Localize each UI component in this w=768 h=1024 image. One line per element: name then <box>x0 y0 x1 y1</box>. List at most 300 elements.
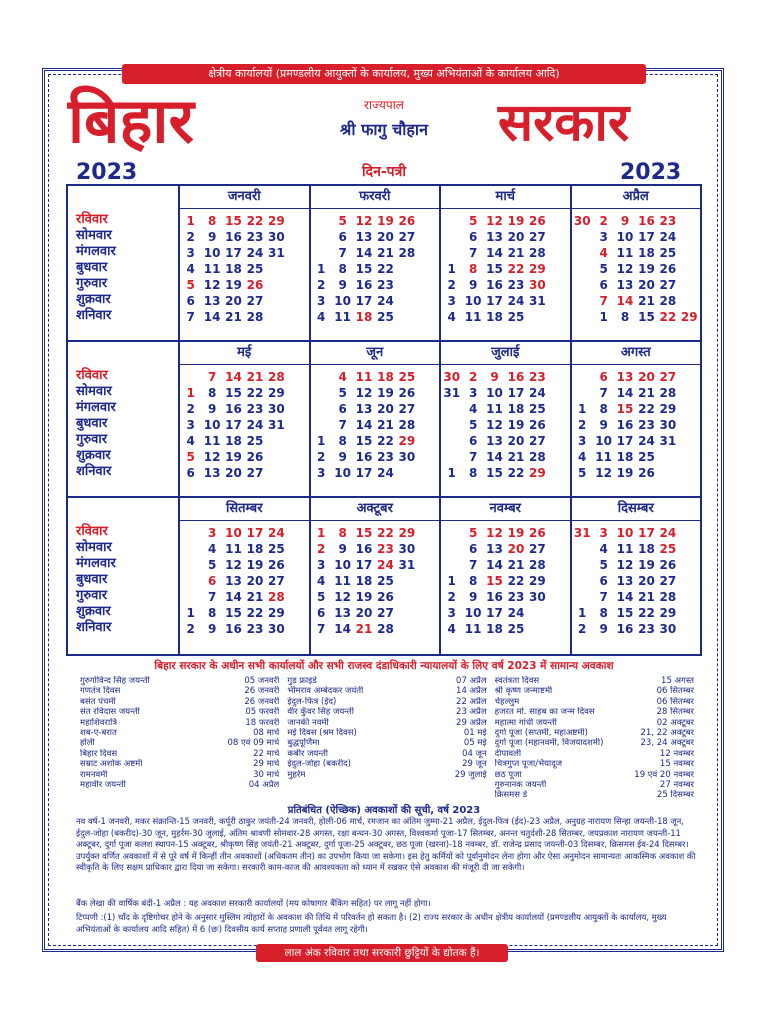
holiday-row <box>495 780 694 790</box>
date-cell <box>266 433 287 449</box>
holiday-date: 22 अप्रैल <box>456 696 487 707</box>
date-cell: 12 <box>486 418 503 432</box>
date-cell: 10 <box>464 606 482 620</box>
date-cell: 16 <box>486 278 503 292</box>
date-cell <box>396 589 417 605</box>
date-cell: 22 <box>246 214 264 228</box>
holiday-row <box>287 770 486 780</box>
date-cell <box>311 417 332 433</box>
date-cell: 14 <box>616 590 634 604</box>
date-cell: 15 <box>225 606 242 620</box>
date-cell: 18 <box>486 310 503 324</box>
holiday-name: रामनवमी <box>80 769 108 780</box>
date-cell: 4 <box>186 262 195 276</box>
date-cell <box>396 573 417 589</box>
date-cell <box>396 309 417 325</box>
date-cell <box>548 573 569 589</box>
date-cell <box>657 465 678 481</box>
month-name: दिसम्बर <box>572 498 701 521</box>
day-name: सोमवार <box>76 384 112 399</box>
date-cell: 22 <box>377 262 394 276</box>
date-cell: 21 <box>246 590 264 604</box>
date-cell: 6 <box>317 606 326 620</box>
date-cell: 24 <box>659 526 677 540</box>
date-cell: 15 <box>355 526 373 540</box>
date-cell: 7 <box>468 246 478 260</box>
date-cell: 26 <box>529 526 546 540</box>
date-cell <box>527 621 548 637</box>
day-name: बुधवार <box>76 260 108 275</box>
date-cell: 25 <box>377 574 394 588</box>
holiday-date: 29 जुलाई <box>454 769 487 780</box>
date-cell <box>527 605 548 621</box>
date-cell: 29 <box>529 262 546 276</box>
date-cell: 28 <box>659 386 677 400</box>
holiday-column <box>491 676 698 801</box>
date-cell: 26 <box>246 450 264 464</box>
date-cell <box>418 293 439 309</box>
date-cell <box>418 449 439 465</box>
date-cell: 29 <box>659 606 677 620</box>
date-cell <box>266 293 287 309</box>
date-cell: 7 <box>599 590 608 604</box>
date-cell: 27 <box>246 294 264 308</box>
holiday-row <box>287 707 486 717</box>
date-cell: 30 <box>659 418 677 432</box>
date-cell: 30 <box>268 230 285 244</box>
day-name: मंगलवार <box>76 244 116 259</box>
date-cell <box>287 309 308 325</box>
holiday-name: दीपावली <box>494 748 522 759</box>
date-cell: 14 <box>486 450 503 464</box>
date-cell: 28 <box>246 310 264 324</box>
date-cell: 4 <box>338 370 347 384</box>
date-cell <box>441 557 462 573</box>
date-cell: 22 <box>246 606 264 620</box>
date-cell: 25 <box>529 402 546 416</box>
date-cell: 1 <box>186 214 195 228</box>
date-cell: 28 <box>377 622 394 636</box>
date-cell: 21 <box>638 294 655 308</box>
date-cell: 30 <box>529 278 546 292</box>
date-cell <box>441 433 462 449</box>
date-cell: 28 <box>529 558 546 572</box>
date-cell <box>180 541 201 557</box>
date-cell: 3 <box>468 386 478 400</box>
date-cell: 23 <box>377 542 394 556</box>
date-cell <box>180 369 201 385</box>
date-cell: 12 <box>225 558 242 572</box>
holiday-date: 05 फरवरी <box>245 707 280 718</box>
date-cell: 29 <box>268 606 285 620</box>
top-banner: क्षेत्रीय कार्यालयों (प्रमण्डलीय आयुक्तों के कार्यालय, मुख्य अभियंताओं के कार्यालय आदि) <box>122 64 646 84</box>
date-cell: 15 <box>486 466 503 480</box>
date-cell: 4 <box>186 434 195 448</box>
date-cell: 26 <box>529 214 546 228</box>
date-cell <box>287 213 308 229</box>
date-cell <box>266 261 287 277</box>
date-cell: 31 <box>443 386 461 400</box>
holiday-name: ईदुल-जोहा (बकरीद) <box>287 759 351 770</box>
date-cell: 24 <box>638 434 655 448</box>
date-cell: 1 <box>186 606 195 620</box>
holiday-name: दुर्गा पूजा (महानवमी, विजयादशमी) <box>494 738 604 749</box>
date-cell: 5 <box>468 214 478 228</box>
date-cell: 27 <box>659 370 677 384</box>
date-cell: 24 <box>507 606 525 620</box>
holiday-date: 25 दिसम्बर <box>656 790 694 801</box>
holiday-date: 30 मार्च <box>253 769 280 780</box>
date-cell: 9 <box>338 542 347 556</box>
date-cell: 4 <box>447 310 456 324</box>
month-name: फरवरी <box>311 186 440 209</box>
date-cell <box>679 573 700 589</box>
date-cell <box>180 573 201 589</box>
date-cell <box>441 213 462 229</box>
date-cell: 20 <box>638 574 655 588</box>
date-cell: 26 <box>377 590 394 604</box>
date-cell: 20 <box>225 294 242 308</box>
date-cell: 3 <box>207 526 217 540</box>
date-cell: 11 <box>616 542 634 556</box>
day-name: सोमवार <box>76 540 112 555</box>
date-cell: 27 <box>377 606 394 620</box>
date-cell <box>548 293 569 309</box>
holiday-date: 29 अप्रैल <box>456 717 487 728</box>
date-cell <box>311 229 332 245</box>
date-cell: 21 <box>638 590 655 604</box>
date-cell: 10 <box>464 294 482 308</box>
date-cell: 24 <box>507 294 525 308</box>
date-cell: 17 <box>486 294 503 308</box>
date-cell: 3 <box>186 246 195 260</box>
holiday-name: स्वतंत्रता दिवस <box>494 676 540 686</box>
date-cell <box>548 589 569 605</box>
date-cell <box>418 433 439 449</box>
date-cell <box>572 229 593 245</box>
date-cell: 23 <box>246 622 264 636</box>
date-cell <box>266 449 287 465</box>
date-cell: 29 <box>529 574 546 588</box>
date-cell: 21 <box>507 450 525 464</box>
holiday-row <box>495 707 694 717</box>
holiday-row <box>80 759 279 769</box>
date-cell: 25 <box>246 434 264 448</box>
date-cell: 14 <box>616 386 634 400</box>
date-cell: 13 <box>225 574 242 588</box>
date-cell <box>572 309 593 325</box>
date-cell: 27 <box>529 434 546 448</box>
holiday-date: 06 सितम्बर <box>656 686 694 697</box>
date-cell: 13 <box>355 230 373 244</box>
date-cell <box>418 465 439 481</box>
date-cell: 14 <box>486 558 503 572</box>
date-cell <box>679 589 700 605</box>
date-cell <box>311 213 332 229</box>
date-cell: 14 <box>486 246 503 260</box>
date-cell <box>287 245 308 261</box>
date-cell <box>548 261 569 277</box>
date-cell: 13 <box>616 370 634 384</box>
date-cell: 13 <box>486 542 503 556</box>
date-cell: 16 <box>638 214 655 228</box>
day-name: मंगलवार <box>76 400 116 415</box>
date-cell: 24 <box>246 246 264 260</box>
date-cell <box>266 277 287 293</box>
date-cell <box>441 449 462 465</box>
date-cell: 21 <box>355 622 373 636</box>
month-column <box>441 342 572 496</box>
date-cell <box>418 401 439 417</box>
date-cell <box>548 369 569 385</box>
holiday-title: बिहार सरकार के अधीन सभी कार्यालयों और सभी राजस्व दंडाधिकारी न्यायालयों के लिए वर्ष 2023 में सामान्य अवकाश <box>154 660 614 672</box>
holiday-row <box>80 780 279 790</box>
date-cell: 17 <box>616 434 634 448</box>
date-cell: 7 <box>338 246 347 260</box>
date-cell: 24 <box>377 466 394 480</box>
date-cell: 8 <box>207 386 217 400</box>
date-cell: 31 <box>268 246 285 260</box>
date-cell: 31 <box>529 294 546 308</box>
holiday-row <box>80 728 279 738</box>
holiday-list <box>76 676 698 801</box>
date-cell: 29 <box>398 434 416 448</box>
date-cell: 4 <box>447 622 456 636</box>
date-cell: 2 <box>186 230 195 244</box>
date-cell: 19 <box>246 558 264 572</box>
holiday-date: 27 नवम्बर <box>659 780 694 791</box>
month-name: जनवरी <box>180 186 309 209</box>
date-cell <box>441 245 462 261</box>
date-cell: 11 <box>203 434 221 448</box>
date-cell: 23 <box>659 214 677 228</box>
date-cell: 1 <box>447 466 456 480</box>
date-cell: 23 <box>638 622 655 636</box>
date-cell: 12 <box>203 450 221 464</box>
day-name: शनिवार <box>76 620 112 635</box>
month-name: जुलाई <box>441 342 570 365</box>
date-cell: 15 <box>225 214 242 228</box>
date-cell: 12 <box>355 386 373 400</box>
date-cell: 17 <box>486 606 503 620</box>
date-cell: 30 <box>659 622 677 636</box>
date-cell: 30 <box>398 450 416 464</box>
month-name: अप्रैल <box>572 186 701 209</box>
date-cell: 11 <box>464 310 482 324</box>
date-cell: 18 <box>616 450 634 464</box>
date-cell: 2 <box>186 402 195 416</box>
month-column <box>572 186 701 340</box>
date-cell: 11 <box>334 574 351 588</box>
holiday-row <box>80 697 279 707</box>
date-cell: 23 <box>377 278 394 292</box>
date-cell: 12 <box>355 214 373 228</box>
month-column <box>311 186 442 340</box>
date-cell: 12 <box>334 590 351 604</box>
month-name: जून <box>311 342 440 365</box>
title-bihar: बिहार <box>68 84 194 157</box>
date-cell: 17 <box>355 558 373 572</box>
holiday-name: कबीर जयन्ती <box>287 748 328 759</box>
day-name: रविवार <box>76 524 108 539</box>
date-cell: 4 <box>468 402 478 416</box>
date-cell: 12 <box>486 214 503 228</box>
date-cell: 17 <box>225 246 242 260</box>
date-cell: 6 <box>468 230 478 244</box>
date-cell: 18 <box>355 310 373 324</box>
date-cell: 14 <box>616 294 634 308</box>
date-cell: 5 <box>207 558 217 572</box>
date-cell <box>572 573 593 589</box>
date-cell: 18 <box>377 370 394 384</box>
month-column <box>572 342 701 496</box>
date-cell: 24 <box>268 526 285 540</box>
date-cell: 21 <box>377 418 394 432</box>
optional-text: नव वर्ष-1 जनवरी, मकर संक्रान्ति-15 जनवरी, कर्पूरी ठाकुर जयंती-24 जनवरी, होली-06 मार्च, रमजान का अंतिम जुम्मा-21 अप्रैल, ईदुल-फित्र (ईद)-23 अप्रैल, अनुग्रह नारायण सिन्हा जयन्ती-18 जून, ईदुल-जोहा (बकरीद)-30 जून, मुहर्रम-30 जुलाई, अंतिम श्रावणी सोमवार-28 अगस्त, रक्षा बन्धन-30 अगस्त, विश्वकर्मा पूजा-17 सितम्बर, अनन्त चतुर्दशी-28 सितम्बर, जयप्रकाश नारायण जयन्ती-11 अक्टूबर, दुर्गा पूजा कलश स्थापन-15 अक्टूबर, श्रीकृष्ण सिंह जयंती-21 अक्टूबर, दुर्गा पूजा-25 अक्टूबर, छठ पूजा (खरना)-18 नवम्बर, डॉ. राजेन्द्र प्रसाद जयन्ती-03 दिसम्बर, क्रिसमस ईव-24 दिसम्बर। उपर्युक्त वर्णित अवकाशों में से पूरे वर्ष में किन्हीं तीन अवकाशों (अधिकतम तीन) का उपभोग किया जा सकेगा। इस हेतु कर्मियों को पूर्वानुमोदन लेना होगा और ऐसा अनुमोदन सामान्यतः आकस्मिक अवकाश की स्वीकृति के लिए सक्षम प्राधिकार द्वारा दिया जा सकेगा। सरकारी काम-काज की आवश्यकता को ध्यान में रखकर ऐसे अवकाश की मंजूरी दी जा सकेगी। <box>76 816 696 873</box>
holiday-date: 06 सितम्बर <box>656 696 694 707</box>
day-name: शनिवार <box>76 464 112 479</box>
date-cell <box>287 449 308 465</box>
date-cell: 18 <box>246 542 264 556</box>
month-name: अगस्त <box>572 342 701 365</box>
date-cell: 13 <box>203 294 221 308</box>
date-cell: 27 <box>398 402 416 416</box>
date-cell: 6 <box>338 402 347 416</box>
holiday-row <box>287 749 486 759</box>
date-cell: 28 <box>659 590 677 604</box>
date-cell: 26 <box>398 386 416 400</box>
holiday-row <box>287 738 486 748</box>
date-cell: 5 <box>578 466 587 480</box>
date-cell: 8 <box>620 310 630 324</box>
date-cell: 3 <box>447 606 456 620</box>
holiday-date: 29 मार्च <box>253 759 280 770</box>
holiday-column <box>76 676 283 801</box>
date-cell: 6 <box>338 230 347 244</box>
date-cell <box>548 541 569 557</box>
date-cell: 3 <box>317 294 326 308</box>
holiday-row <box>80 707 279 717</box>
date-cell <box>287 433 308 449</box>
date-cell: 19 <box>638 558 655 572</box>
date-cell: 15 <box>225 386 242 400</box>
date-cell: 7 <box>468 450 478 464</box>
date-cell: 5 <box>186 450 195 464</box>
date-cell: 29 <box>398 526 416 540</box>
date-cell <box>679 465 700 481</box>
month-name: अक्टूबर <box>311 498 440 521</box>
holiday-date: 23, 24 अक्टूबर <box>640 738 694 749</box>
date-cell <box>548 557 569 573</box>
month-name: मई <box>180 342 309 365</box>
date-cell: 21 <box>507 558 525 572</box>
date-cell: 19 <box>377 214 394 228</box>
date-cell: 24 <box>529 386 546 400</box>
date-cell: 22 <box>377 526 394 540</box>
date-cell: 19 <box>638 262 655 276</box>
date-cell <box>679 245 700 261</box>
date-cell <box>679 417 700 433</box>
date-cell <box>548 621 569 637</box>
date-cell: 12 <box>616 558 634 572</box>
month-column <box>311 342 442 496</box>
date-cell: 10 <box>616 526 634 540</box>
date-cell: 25 <box>507 622 525 636</box>
year-right: 2023 <box>620 160 682 185</box>
date-cell: 10 <box>334 558 351 572</box>
date-cell: 31 <box>268 418 285 432</box>
holiday-date: 07 अप्रैल <box>456 676 487 686</box>
date-cell: 17 <box>225 418 242 432</box>
date-cell <box>287 369 308 385</box>
date-cell <box>418 385 439 401</box>
date-cell: 6 <box>207 574 217 588</box>
holiday-date: 15 नवम्बर <box>659 759 694 770</box>
date-cell <box>396 605 417 621</box>
date-cell <box>548 465 569 481</box>
date-cell: 26 <box>659 558 677 572</box>
day-name: रविवार <box>76 368 108 383</box>
date-cell: 4 <box>599 542 608 556</box>
holiday-name: गणतंत्र दिवस <box>80 686 121 697</box>
holiday-row <box>495 686 694 696</box>
date-cell <box>287 465 308 481</box>
month-name: नवम्बर <box>441 498 570 521</box>
month-name: मार्च <box>441 186 570 209</box>
date-cell: 18 <box>638 542 655 556</box>
date-cell: 5 <box>468 526 478 540</box>
date-cell <box>657 449 678 465</box>
date-cell: 14 <box>355 418 373 432</box>
date-cell <box>441 541 462 557</box>
date-cell: 28 <box>659 294 677 308</box>
date-cell <box>679 433 700 449</box>
month-column <box>180 498 311 654</box>
date-cell: 3 <box>447 294 456 308</box>
date-cell: 28 <box>268 370 285 384</box>
date-cell: 16 <box>486 590 503 604</box>
date-cell: 26 <box>246 278 264 292</box>
date-cell: 27 <box>529 542 546 556</box>
holiday-row <box>495 676 694 686</box>
holiday-row <box>495 697 694 707</box>
date-cell <box>287 605 308 621</box>
governor-label: राज्यपाल <box>364 98 404 112</box>
date-cell: 19 <box>355 590 373 604</box>
date-cell: 10 <box>616 230 634 244</box>
date-cell: 16 <box>616 418 634 432</box>
date-cell <box>441 525 462 541</box>
holiday-row <box>80 770 279 780</box>
holiday-row <box>80 686 279 696</box>
holiday-date: 08 एवं 09 मार्च <box>227 738 280 749</box>
holiday-row <box>287 697 486 707</box>
holiday-name: मई दिवस (श्रम दिवस) <box>287 728 357 739</box>
holiday-row <box>287 718 486 728</box>
date-cell: 18 <box>507 402 525 416</box>
date-cell: 13 <box>355 402 373 416</box>
date-cell: 27 <box>246 466 264 480</box>
date-cell: 7 <box>207 370 217 384</box>
date-cell: 28 <box>268 590 285 604</box>
date-cell <box>548 245 569 261</box>
date-cell: 15 <box>616 606 634 620</box>
date-cell <box>418 369 439 385</box>
date-cell: 2 <box>447 278 456 292</box>
date-cell: 3 <box>578 434 587 448</box>
day-name: बुधवार <box>76 572 108 587</box>
holiday-name: हजरत मो. साहब का जन्म दिवस <box>494 707 595 718</box>
